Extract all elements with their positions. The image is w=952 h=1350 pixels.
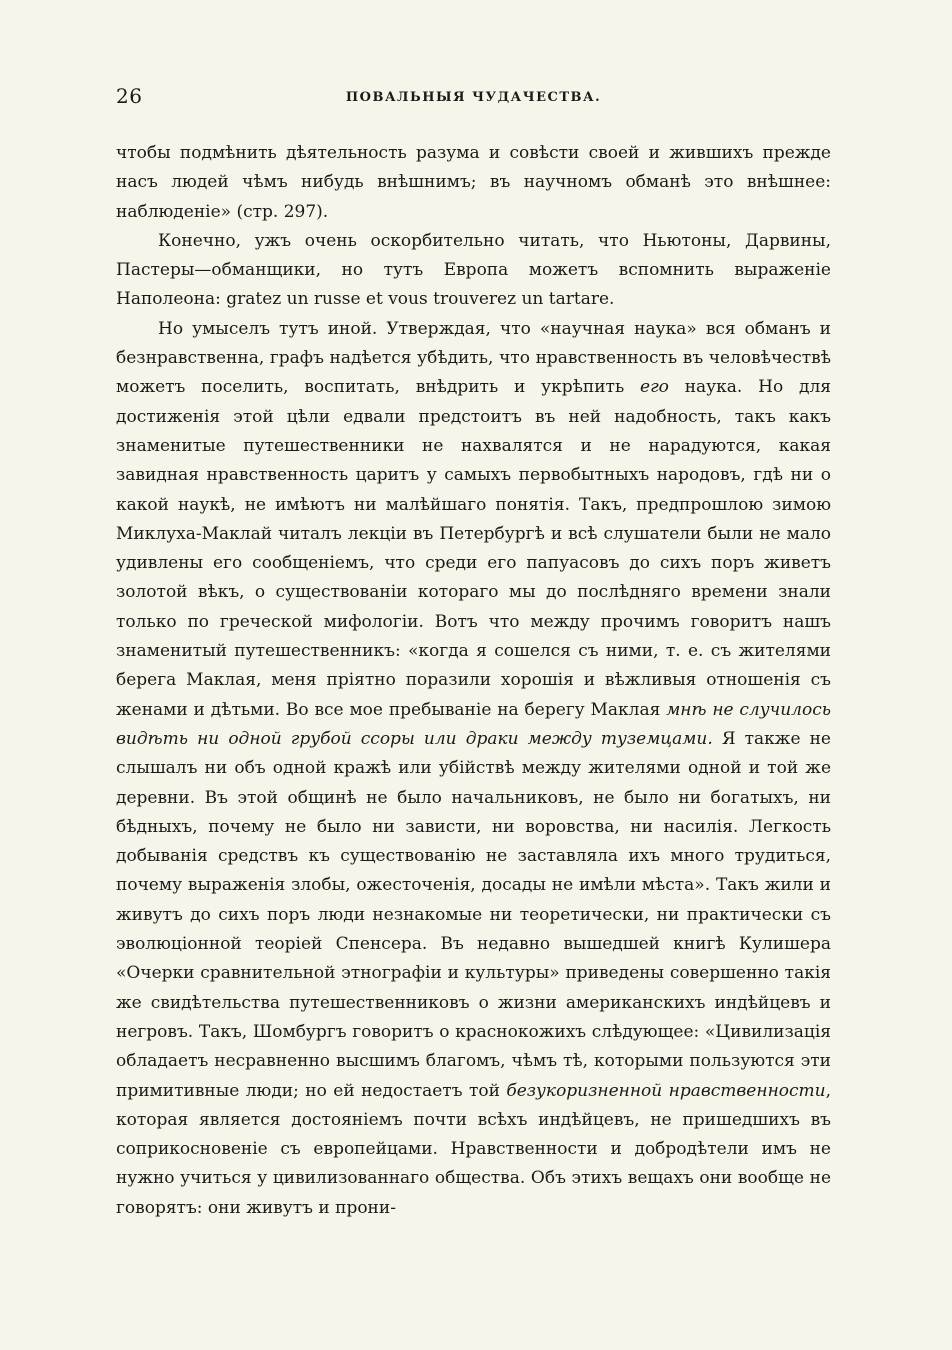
paragraph-1: чтобы подмѣнить дѣятельность разума и совѣсти своей и жившихъ прежде насъ людей чѣмъ нибудь внѣшнимъ; въ научномъ обманѣ это внѣшнее: наблюденіе» (стр. 297). [116, 143, 831, 222]
running-title: ПОВАЛЬНЫЯ ЧУДАЧЕСТВА. [345, 90, 602, 105]
paragraph-3-part-d: , которая является достояніемъ почти всѣхъ индѣйцевъ, не пришедшихъ въ соприкосновеніе съ европейцами. Нравственности и добродѣтели имъ не нужно учиться у цивилизованнаго общества. Объ этихъ вещахъ они вообще не говорятъ: они живутъ и прони- [116, 1080, 831, 1218]
paragraph-2: Конечно, ужъ очень оскорбительно читать, что Ньютоны, Дарвины, Пастеры—обманщики, но тутъ Европа можетъ вспомнить выраженіе Наполеона: gratez un russe et vous trouverez un tartare. [116, 230, 831, 310]
page-header [116, 84, 831, 114]
paragraph-3-part-a: Но умыселъ тутъ иной. Утверждая, что «научная наука» вся обманъ и безнравственна, графъ надѣется убѣдить, что нравственность въ человѣчествѣ можетъ поселить, воспитать, внѣдрить и укрѣпить [116, 318, 831, 398]
italic-impeccable-morality: безукоризненной нравственности [506, 1080, 826, 1101]
paragraph-3-part-b: наука. Но для достиженія этой цѣли едвали предстоитъ въ ней надобность, такъ какъ знаменитые путешественники не нахвалятся и не нарадуются, какая завидная нравственность царитъ у самыхъ первобытныхъ народовъ, гдѣ ни о какой наукѣ, не имѣютъ ни малѣйшаго понятія. Такъ, предпрошлою зимою Миклуха-Маклай читалъ лекціи въ Петербургѣ и всѣ слушатели были не мало удивлены его сообщеніемъ, что среди его папуасовъ до сихъ поръ живетъ золотой вѣкъ, о существованіи котораго мы до послѣдняго времени знали только по греческой мифологіи. Вотъ что между прочимъ говоритъ нашъ знаменитый путешественникъ: «когда я сошелся съ ними, т. е. съ жителями берега Маклая, меня пріятно поразили хорошія и вѣжливыя отношенія съ женами и дѣтьми. Во все мое пребываніе на берегу Маклая [116, 377, 831, 720]
page-body [116, 139, 831, 1223]
italic-ego: его [640, 377, 669, 398]
paragraph-3 [116, 315, 831, 1223]
italic-quote-maclay: мнѣ не случилось видѣть ни одной грубой ссоры или драки между туземцами. [116, 699, 831, 749]
page-number: 26 [116, 84, 143, 108]
paragraph-3-part-c: Я также не слышалъ ни объ одной кражѣ или убійствѣ между жителями одной и той же деревни. Въ этой общинѣ не было начальниковъ, не было ни богатыхъ, ни бѣдныхъ, почему не было ни зависти, ни воровства, ни насилія. Легкость добыванія средствъ къ существованію не заставляла ихъ много трудиться, почему выраженія злобы, ожесточенія, досады не имѣли мѣста». Такъ жили и живутъ до сихъ поръ люди незнакомые ни теоретически, ни практически съ эволюціонной теоріей Спенсера. Въ недавно вышедшей книгѣ Кулишера «Очерки сравнительной этнографіи и культуры» приведены совершенно такія же свидѣтельства путешественниковъ о жизни американскихъ индѣйцевъ и негровъ. Такъ, Шомбургъ говоритъ о краснокожихъ слѣдующее: «Цивилизація обладаетъ несравненно высшимъ благомъ, чѣмъ тѣ, которыми пользуются эти примитивные люди; но ей недостаетъ той [116, 728, 831, 1101]
